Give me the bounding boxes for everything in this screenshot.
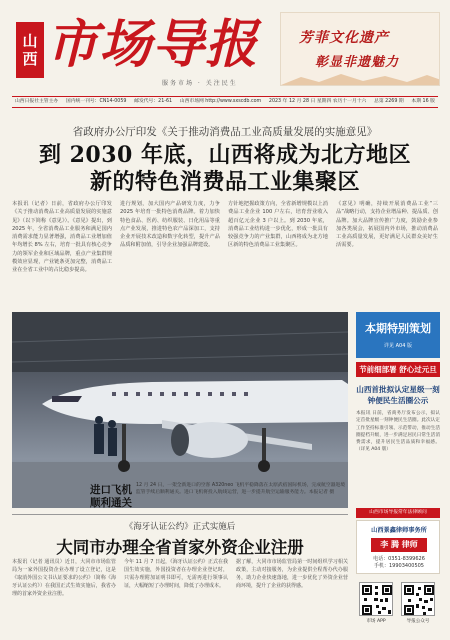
lawyer-phone: 电话：0351-8399626 bbox=[373, 556, 425, 562]
legal-advisor-banner: 山西市场导报常年法律顾问 bbox=[356, 508, 440, 518]
lead-column-1: 本报讯（记者）日前，省政府办公厅印发《关于推动消费品工业高质量发展的实施意见》（以下简称《意见》）。《意见》提出，到 2025 年，全省消费品工业服务和满足国内消费需求能力显著增强，消费品工业增加值年均增长 8% 左右，培育一批具有核心竞争力的领军企业和区域品牌，重点产业集群规模效应显现，产业链条更加完整，消费品工业在全省工业中的占比稳步提高。 bbox=[12, 201, 112, 274]
second-column-3: 据了解，大同市市场监管局第一时间组织学习相关政策，主动对接服务，为企业提供全程帮办代办服务，助力企业快速落地，进一步优化了外资企业营商环境，提升了企业的获得感。 bbox=[236, 559, 348, 589]
photo-title-line-1: 进口飞机 bbox=[90, 484, 132, 496]
lead-column-4: 《意见》明确，持续开展消费品工业“三品”战略行动，支持企业增品种、提品质、创品牌。加大品牌宣传推广力度，鼓励企业参加各类展会，拓展国内外市场，推动消费品工业高质量发展，更好满足人民群众美好生活需要。 bbox=[336, 201, 438, 249]
newspaper-title: 市场导报 bbox=[46, 14, 259, 75]
qr-code-icon bbox=[401, 582, 435, 616]
airplane-photo bbox=[12, 312, 348, 508]
qr-code-icon bbox=[359, 582, 393, 616]
side-article-body: 本报讯 日前，省商务厅发布公示，拟认定首批星级一刻钟便民生活圈。此次认定工作坚持标准引领、示范带动，推动生活圈提档升级，进一步满足居民日常生活消费需求，提升居民生活品质和幸福感。（详见 A04 版） bbox=[356, 411, 440, 453]
second-headline[interactable]: 大同市办理全省首家外资企业注册 bbox=[56, 538, 304, 557]
feature-banner[interactable]: 节前细部署 舒心过元旦 bbox=[356, 362, 440, 377]
second-kicker: 《海牙认证公约》正式实施后 bbox=[124, 522, 236, 532]
qr-label-wechat: 导报公众号 bbox=[406, 619, 430, 624]
lead-column-2: 进行规划，加大国内产品研发力度，力争 2025 年培育一批特色消费品牌。着力加快特色食品、医药、纺织服装、日化用品等重点产业发展，推进特色农产品深加工，支持企业开展技术改造和数字化转型，提升产品品质和附加值，引导企业加强品牌建设。 bbox=[120, 201, 220, 249]
qr-label-app: 市场 APP bbox=[366, 619, 386, 624]
sponsor: 山西日报社主管主办 bbox=[15, 99, 59, 104]
qr-wechat[interactable] bbox=[400, 582, 436, 634]
page-count: 本期 16 版 bbox=[411, 99, 435, 104]
photo-title bbox=[90, 484, 132, 510]
logo-seal: 山西 bbox=[16, 22, 44, 78]
heritage-ad bbox=[280, 12, 440, 86]
lawyer-mobile: 手机：19903400505 bbox=[374, 563, 424, 569]
lead-kicker: 省政府办公厅印发《关于推动消费品工业高质量发展的实施意见》 bbox=[72, 126, 378, 138]
ad-line-1: 芳菲文化遗产 bbox=[299, 30, 389, 46]
photo-title-line-2: 顺利通关 bbox=[90, 497, 132, 509]
law-firm-name: 山西景鑫律师事务所 bbox=[371, 527, 427, 534]
cn-number: 国内统一刊号：CN14-0059 bbox=[65, 99, 127, 104]
lead-headline-line-1: 到 2030 年底，山西将成为北方地区 bbox=[38, 142, 412, 168]
ad-line-2: 彰显非遗魅力 bbox=[315, 55, 400, 70]
masthead-slogan: 服务市场 · 关注民生 bbox=[162, 80, 238, 87]
second-column-1: 本报讯（记者 通讯员）近日，大同市市场监管局为一家外国投资企业办理了设立登记，这是《取消外国公文书认证要求的公约》（简称《海牙认证公约》）在我国正式生效实施后，我省办理的首家外资企业注册。 bbox=[12, 559, 116, 597]
issue-info-bar bbox=[12, 96, 438, 108]
feature-subtitle: 详见 A04 版 bbox=[384, 343, 412, 349]
issue-date: 2023 年 12 月 28 日 星期四 农历十一月十六 bbox=[268, 99, 367, 104]
lawyer-name: 李 腾 律师 bbox=[371, 538, 427, 552]
postal-code: 邮发代号：21-61 bbox=[134, 99, 173, 104]
airplane-illustration bbox=[12, 312, 348, 508]
lead-headline[interactable] bbox=[12, 142, 438, 196]
photo-caption: 12 月 24 日，一架全新进口的空客 A320neo 飞机平稳降落在太原武宿国际机场，完成航空器进境监管手续后顺利通关。进口飞机将投入航线运营，进一步提升航空运输服务能力。本报记者 摄 bbox=[136, 483, 346, 496]
website-link[interactable]: 山西市场网 http://www.sxscdb.com bbox=[179, 99, 262, 104]
feature-title: 本期特别策划 bbox=[365, 322, 431, 335]
lead-column-3: 方针地把握政策方向，全省新增规模以上消费品工业企业 100 户左右，培育营业收入超百亿元企业 3 户以上。到 2030 年底，消费品工业结构进一步优化，形成一批具有较强竞争力的产业集群，山西将成为北方地区新的特色消费品工业集聚区。 bbox=[228, 201, 328, 249]
lawyer-contacts bbox=[357, 556, 441, 570]
qr-app[interactable] bbox=[358, 582, 394, 634]
issue-number: 总第 2269 期 bbox=[374, 99, 404, 104]
masthead bbox=[12, 6, 438, 92]
ad-decoration-hills bbox=[281, 71, 440, 85]
law-firm-ad bbox=[356, 520, 440, 574]
section-divider bbox=[12, 514, 348, 515]
second-column-2: 今年 11 月 7 日起，《海牙认证公约》正式在我国生效实施，外国投资者在办理企业登记时，只需办理附加证明书即可，无需再进行领事认证，大幅缩短了办理时间，降低了办理成本。 bbox=[124, 559, 228, 589]
special-feature-box[interactable] bbox=[356, 312, 440, 358]
lead-headline-line-2: 新的特色消费品工业集聚区 bbox=[89, 169, 360, 195]
side-article-headline[interactable]: 山西首批拟认定星级一刻钟便民生活圈公示 bbox=[356, 385, 440, 405]
